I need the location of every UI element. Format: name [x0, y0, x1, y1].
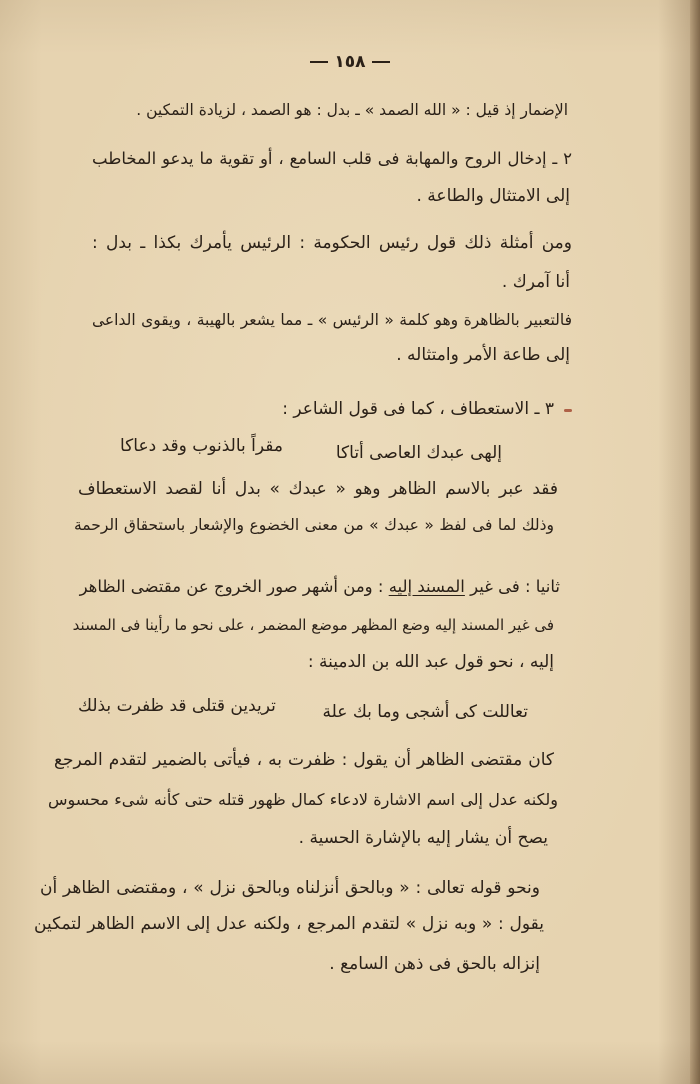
text-line: وذلك لما فى لفظ « عبدك » من معنى الخضوع والإشعار باستحقاق الرحمة [74, 516, 554, 534]
text-line: ٢ ـ إدخال الروح والمهابة فى قلب السامع ، أو تقوية ما يدعو المخاطب [92, 149, 572, 168]
text-line: إلى الامتثال والطاعة . [416, 186, 570, 206]
text-line: ثانيا : فى غير المسند إليه : ومن أشهر صور الخروج عن مقتضى الظاهر [79, 577, 560, 596]
header-dash-right [372, 61, 390, 63]
text-line: ٣ ـ الاستعطاف ، كما فى قول الشاعر : [282, 399, 554, 419]
text-line: إليه ، نحو قول عبد الله بن الدمينة : [307, 652, 554, 672]
header-dash-left [310, 61, 328, 63]
text-line: ونحو قوله تعالى : « وبالحق أنزلناه وبالحق نزل » ، ومقتضى الظاهر أن [40, 878, 540, 898]
verse-1-first-hemistich: إلهى عبدك العاصى أتاكا [335, 443, 502, 463]
text-line: ومن أمثلة ذلك قول رئيس الحكومة : الرئيس يأمرك بكذا ـ بدل : [92, 233, 572, 253]
page-header [0, 52, 700, 72]
text-line: الإضمار إذ قيل : « الله الصمد » ـ بدل : هو الصمد ، لزيادة التمكين . [136, 101, 568, 119]
page-number: ١٥٨ [334, 52, 366, 72]
text-line: يصح أن يشار إليه بالإشارة الحسية . [298, 828, 548, 848]
text-line: فالتعبير بالظاهرة وهو كلمة « الرئيس » ـ مما يشعر بالهيبة ، ويقوى الداعى [92, 311, 572, 329]
text-line: أنا آمرك . [501, 272, 570, 292]
page-edge-shadow [690, 0, 700, 1084]
text-line: يقول : « وبه نزل » لتقدم المرجع ، ولكنه عدل إلى الاسم الظاهر لتمكين [34, 914, 544, 934]
verse-2-second-hemistich: تريدين قتلى قد ظفرت بذلك [78, 696, 276, 716]
margin-mark [564, 409, 572, 412]
text-line: ولكنه عدل إلى اسم الاشارة لادعاء كمال ظهور قتله حتى كأنه شىء محسوس [48, 790, 558, 809]
text-line: إلى طاعة الأمر وامتثاله . [396, 345, 570, 365]
text-line: كان مقتضى الظاهر أن يقول : ظفرت به ، فيأتى بالضمير لتقدم المرجع [54, 750, 554, 770]
verse-2-first-hemistich: تعاللت كى أشجى وما بك علة [322, 702, 528, 722]
text-line: فقد عبر بالاسم الظاهر وهو « عبدك » بدل أنا لقصد الاستعطاف [78, 479, 558, 499]
underlined-phrase: المسند إليه [388, 577, 465, 596]
text-line: فى غير المسند إليه وضع المظهر موضع المضمر ، على نحو ما رأينا فى المسند [72, 616, 554, 634]
verse-1-second-hemistich: مقراً بالذنوب وقد دعاكا [120, 436, 283, 456]
text-line: إنزاله بالحق فى ذهن السامع . [329, 954, 540, 974]
